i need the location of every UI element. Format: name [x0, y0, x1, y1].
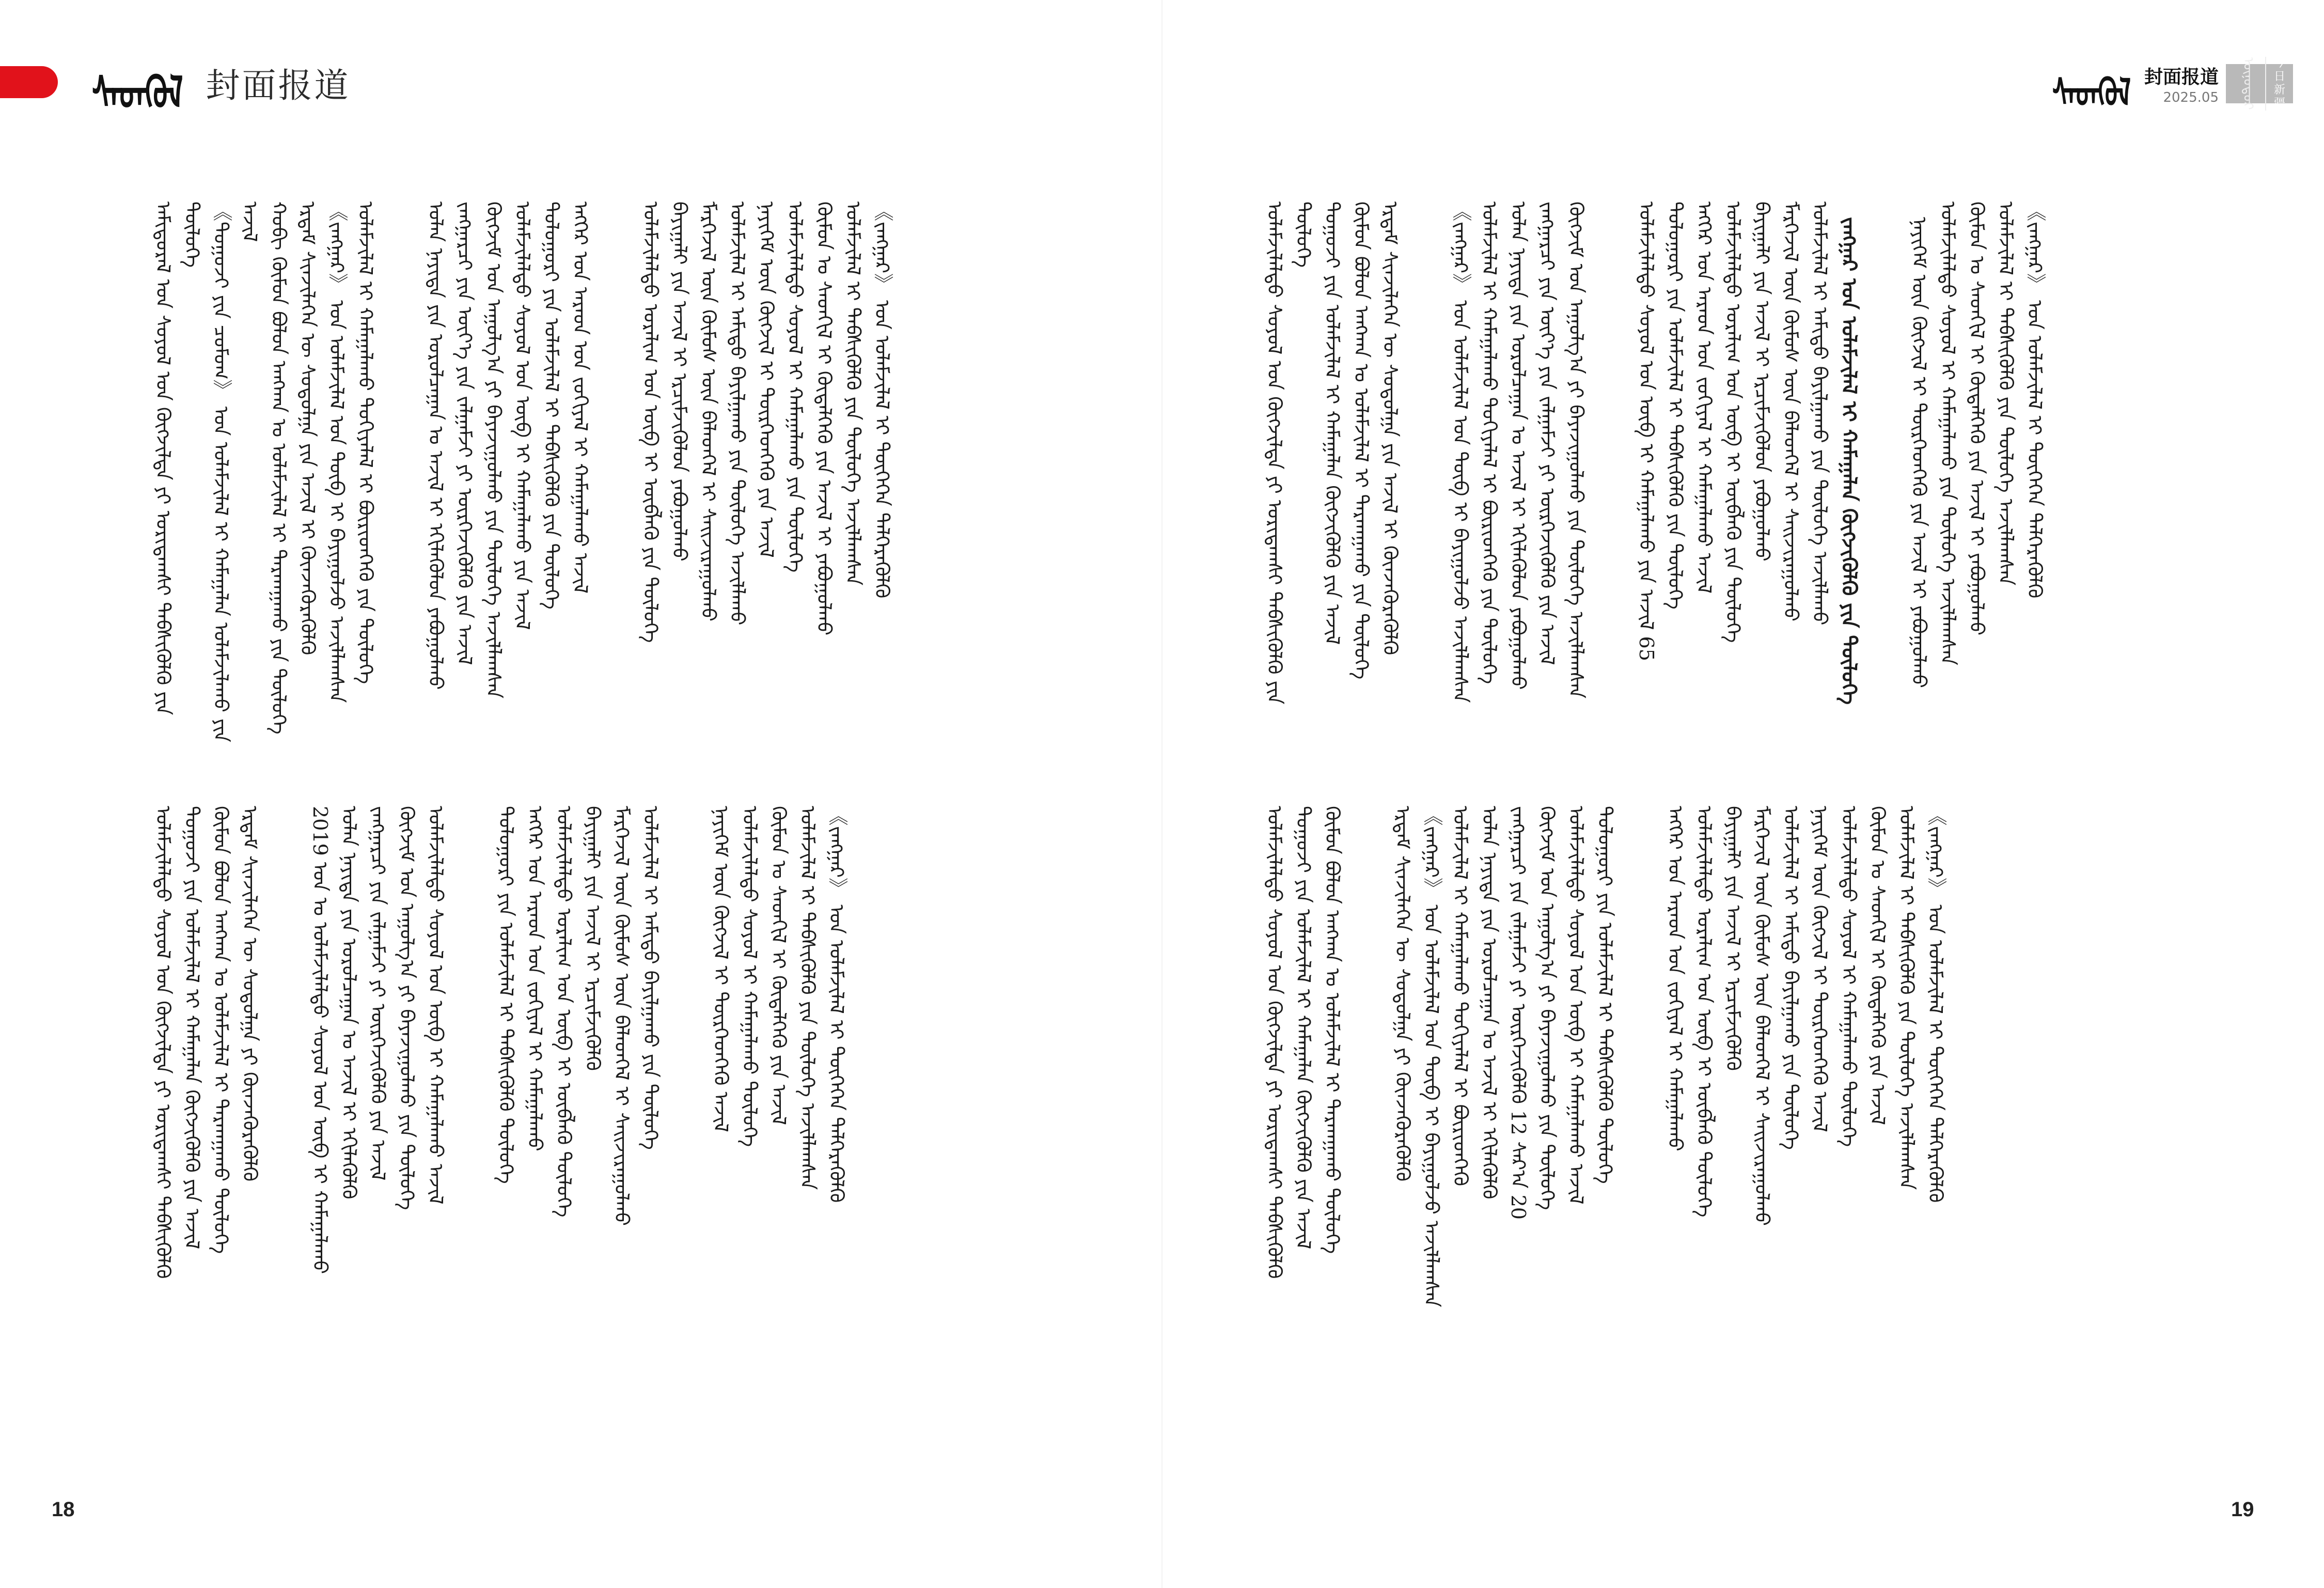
text-line: ᠤᠯᠠᠮᠵᠢᠯᠠᠯᠲᠤ ᠰᠣᠶᠣᠯ ᠤᠨ ᠥᠪ ᠢ ᠬᠠᠮᠠᠭᠠᠯᠠᠬᠤ ᠶᠢᠨ ᠠᠵᠢᠯ [511, 201, 534, 630]
text-line: ᠡᠷᠳᠡᠮ ᠰᠢᠨᠵᠢᠯᠡᠭᠡᠨ ᠦ ᠰᠤᠳᠤᠯᠭᠠ ᠶᠢ ᠭᠦᠨᠵᠡᠭᠦᠷᠡᠭᠦᠯᠬᠦ [239, 806, 261, 1182]
text-line: ᠲᠤᠭᠤᠵᠢ ᠶᠢᠨ ᠤᠯᠠᠮᠵᠢᠯᠠᠯ ᠢ ᠬᠠᠮᠠᠭᠠᠯᠠᠨ ᠬᠥᠭᠵᠢᠭᠦᠯᠬᠦ ᠶᠢᠨ ᠠᠵᠢᠯ [1321, 201, 1344, 645]
text-line: ᠤᠯᠠᠮᠵᠢᠯᠠᠯ ᠢ ᠠᠮᠢᠳᠤ ᠪᠠᠶᠢᠯᠭᠠᠬᠤ ᠶᠢᠨ ᠲᠥᠯᠥᠭᠡ ᠠᠵᠢᠯᠯᠠᠬᠤ [1809, 201, 1831, 626]
text-line: ᠬᠦᠮᠦᠨ ᠪᠣᠯᠤᠨ ᠠᠩᠬᠠᠨ ᠤ ᠤᠯᠠᠮᠵᠢᠯᠠᠯ ᠢ ᠲᠠᠷᠬᠠᠭᠠᠬᠤ ᠶᠢᠨ ᠲᠥᠯᠥᠭᠡ [1350, 201, 1373, 680]
text-line: ᠤᠯᠠᠮᠵᠢᠯᠠᠯ ᠢ ᠬᠠᠮᠠᠭᠠᠯᠠᠬᠤ ᠲᠣᠬᠢᠶᠠᠯᠠᠯ ᠢ ᠪᠦᠷᠢᠳᠬᠡᠬᠦ ᠶᠢᠨ ᠲᠥᠯᠥᠭᠡ [354, 201, 377, 684]
text-line: ᠤᠯᠠᠮᠵᠢᠯᠠᠯᠲᠤ ᠰᠤᠶᠤᠯ ᠢ ᠬᠠᠮᠠᠭᠠᠯᠠᠬᠤ ᠶᠢᠨ ᠲᠥᠯᠥᠭᠡ ᠠᠵᠢᠯᠯᠠᠭᠰᠠᠨ [1937, 201, 1959, 665]
text-line: 《ᠵᠠᠩᠭᠠᠷ》 ᠤᠨ ᠤᠯᠠᠮᠵᠢᠯᠠᠯ ᠢ ᠲᠦᠭᠡᠭᠡᠨ ᠳᠡᠯᠭᠡᠷᠡᠭᠦᠯᠬᠦ [825, 806, 848, 1203]
text-line: ᠠᠮᠢᠳᠤᠷᠠᠯ ᠤᠨ ᠰᠤᠶᠤᠯ ᠤᠨ ᠬᠥᠭᠵᠢᠯᠲᠡ ᠶᠢ ᠤᠷᠢᠳᠠᠭᠰᠢ ᠳᠡᠪᠰᠢᠭᠦᠯᠬᠦ ᠶᠢᠨ ᠲᠥᠯᠥᠭᠡ [152, 201, 203, 715]
text-line: ᠬᠦᠮᠦᠨ ᠪᠣᠯᠤᠨ ᠠᠩᠬᠠᠨ ᠤ ᠤᠯᠠᠮᠵᠢᠯᠠᠯ ᠢ ᠲᠠᠷᠬᠠᠭᠠᠬᠤ ᠲᠥᠯᠥᠭᠡ [210, 806, 232, 1254]
section-title: 封面报道 [2144, 66, 2219, 88]
text-line: ᠤᠯᠠᠮᠵᠢᠯᠠᠯᠲᠤ ᠰᠤᠶᠤᠯ ᠢ ᠬᠠᠮᠠᠭᠠᠯᠠᠬᠤ ᠲᠥᠯᠥᠭᠡ [1838, 806, 1860, 1147]
text-line: ᠮᠡᠷᠭᠡᠵᠢᠯ ᠦᠨ ᠬᠦᠮᠦᠰ ᠦᠨ ᠪᠡᠯᠡᠳᠬᠡᠯ ᠢ ᠰᠠᠢᠵᠢᠷᠠᠭᠤᠯᠬᠤ [610, 806, 633, 1226]
text-line: ᠬᠥᠭᠵᠢᠮ ᠤᠨ ᠠᠭᠤᠯᠭ᠎ᠠ ᠶᠢ ᠪᠠᠶᠠᠵᠢᠭᠤᠯᠬᠤ ᠶᠢᠨ ᠲᠥᠯᠥᠭᠡ ᠠᠵᠢᠯᠯᠠᠭᠰᠠᠨ [482, 201, 505, 698]
text-line: ᠡᠷᠳᠡᠮ ᠰᠢᠨᠵᠢᠯᠡᠭᠡᠨ ᠦ ᠰᠤᠳᠤᠯᠭᠠ ᠶᠢᠨ ᠠᠵᠢᠯ ᠢ ᠭᠦᠨᠵᠡᠭᠦᠷᠡᠭᠦᠯᠬᠦ [296, 201, 319, 656]
text-line: ᠤᠯᠠᠮᠵᠢᠯᠠᠯᠲᠤ ᠤᠷᠠᠯᠢᠭ ᠤᠨ ᠥᠪ ᠢ ᠥᠪᠯᠡᠬᠦ ᠲᠥᠯᠥᠭᠡ [1693, 806, 1716, 1218]
text-line: ᠨᠡᠶᠢᠭᠡᠮ ᠦᠨ ᠬᠥᠭᠵᠢᠯ ᠢ ᠲᠦᠷᠭᠡᠳᠬᠡᠬᠦ ᠠᠵᠢᠯ [710, 806, 732, 1132]
text-line: ᠬᠦᠮᠦᠨ ᠤ ᠰᠡᠳᠬᠢᠯ ᠢ ᠬᠥᠳᠡᠯᠭᠡᠬᠦ ᠶᠢᠨ ᠠᠵᠢᠯ ᠢ ᠶᠠᠪᠤᠭᠤᠯᠬᠤ [813, 201, 836, 636]
text-line: ᠡᠩᠭᠡᠷ ᠤᠨ ᠠᠷᠠᠳ ᠤᠨ ᠵᠣᠬᠢᠶᠠᠯ ᠢ ᠬᠠᠮᠠᠭᠠᠯᠠᠬᠤ [524, 806, 546, 1151]
text-line: ᠤᠯᠠᠮᠵᠢᠯᠠᠯᠲᠤ ᠤᠷᠠᠯᠢᠭ ᠤᠨ ᠥᠪ ᠢ ᠥᠪᠯᠡᠬᠦ ᠲᠥᠯᠥᠭᠡ [553, 806, 575, 1218]
magazine-logo-badge [2226, 57, 2293, 110]
right-page-column-bottom [1260, 806, 2055, 1415]
text-line: ᠤᠯᠠᠮᠵᠢᠯᠠᠯᠲᠤ ᠰᠣᠶᠣᠯ ᠤᠨ ᠥᠪ ᠢ ᠬᠠᠮᠠᠭᠠᠯᠠᠬᠤ ᠠᠵᠢᠯ [1565, 806, 1588, 1205]
text-line: ᠨᠡᠶᠢᠭᠡᠮ ᠦᠨ ᠬᠥᠭᠵᠢᠯ ᠢ ᠲᠦᠷᠭᠡᠳᠬᠡᠬᠦ ᠠᠵᠢᠯ [1809, 806, 1831, 1132]
text-line: ᠤᠯᠠᠮᠵᠢᠯᠠᠯ ᠢ ᠠᠮᠢᠳᠤ ᠪᠠᠶᠢᠯᠭᠠᠬᠤ ᠶᠢᠨ ᠲᠥᠯᠥᠭᠡ [1780, 806, 1802, 1150]
text-line: ᠤᠯᠠᠮᠵᠢᠯᠠᠯᠲᠤ ᠰᠣᠶᠣᠯ ᠤᠨ ᠥᠪ ᠢ ᠬᠠᠮᠠᠭᠠᠯᠠᠬᠤ ᠠᠵᠢᠯ [425, 806, 447, 1205]
text-line: ᠤᠯᠠᠮᠵᠢᠯᠠᠯᠲᠤ ᠤᠷᠠᠯᠢᠭ ᠤᠨ ᠥᠪ ᠢ ᠥᠪᠯᠡᠬᠦ ᠶᠢᠨ ᠲᠥᠯᠥᠭᠡ [639, 201, 662, 643]
mongolian-section-logo: ᠰᠡᠳᠬᠦᠯ [92, 67, 183, 119]
text-line: 2019 ᠣᠨ ᠤ ᠤᠯᠠᠮᠵᠢᠯᠠᠯᠲᠤ ᠰᠤᠶᠤᠯ ᠤᠨ ᠥᠪ ᠢ ᠬᠠᠮᠠᠭᠠᠯᠠᠬᠤ [309, 806, 332, 1274]
text-line: ᠡᠩᠭᠡᠷ ᠤᠨ ᠠᠷᠠᠳ ᠤᠨ ᠵᠣᠬᠢᠶᠠᠯ ᠢ ᠬᠠᠮᠠᠭᠠᠯᠠᠬᠤ ᠠᠵᠢᠯ [1693, 201, 1716, 594]
text-line: ᠤᠯᠠᠮᠵᠢᠯᠠᠯᠲᠤ ᠰᠤᠶᠤᠯ ᠢ ᠬᠠᠮᠠᠭᠠᠯᠠᠬᠤ ᠶᠢᠨ ᠲᠥᠯᠥᠭᠡ [784, 201, 807, 573]
text-line: ᠤᠯᠠᠮᠵᠢᠯᠠᠯ ᠢ ᠠᠮᠢᠳᠤ ᠪᠠᠶᠢᠯᠭᠠᠬᠤ ᠶᠢᠨ ᠲᠥᠯᠥᠭᠡ [639, 806, 662, 1150]
text-line: ᠬᠥᠭᠵᠢᠮ ᠤᠨ ᠠᠭᠤᠯᠭ᠎ᠠ ᠶᠢ ᠪᠠᠶᠠᠵᠢᠭᠤᠯᠬᠤ ᠶᠢᠨ ᠲᠥᠯᠥᠭᠡ ᠠᠵᠢᠯᠯᠠᠭᠰᠠᠨ [1565, 201, 1588, 698]
text-line: ᠤᠯᠠᠮᠵᠢᠯᠠᠯ ᠢ ᠬᠠᠮᠠᠭᠠᠯᠠᠬᠤ ᠲᠣᠬᠢᠶᠠᠯᠠᠯ ᠢ ᠪᠦᠷᠢᠳᠬᠡᠬᠦ [1449, 806, 1472, 1186]
text-line: ᠣᠯᠠᠨ ᠨᠡᠶᠢᠲᠡ ᠶᠢᠨ ᠤᠷᠤᠯᠴᠠᠭᠠᠨ ᠤ ᠠᠵᠢᠯ ᠢ ᠡᠬᠢᠯᠡᠭᠦᠯᠦᠨ ᠶᠠᠪᠤᠭᠤᠯᠬᠤ [1507, 201, 1530, 690]
text-line: ᠣᠯᠠᠨ ᠨᠡᠶᠢᠲᠡ ᠶᠢᠨ ᠤᠷᠤᠯᠴᠠᠭᠠᠨ ᠤ ᠠᠵᠢᠯ ᠢ ᠡᠬᠢᠯᠡᠭᠦᠯᠬᠦ [338, 806, 360, 1200]
text-line: ᠪᠠᠶᠢᠭᠠᠯᠢ ᠶᠢᠨ ᠠᠵᠢᠯ ᠢ ᠡᠷᠴᠢᠮᠵᠢᠭᠦᠯᠬᠦ [1722, 806, 1745, 1071]
header-left [92, 54, 351, 119]
text-line: ᠵᠠᠩᠭᠠᠷᠴᠢ ᠶᠢᠨ ᠵᠠᠯᠭᠠᠮᠵᠢ ᠶᠢ ᠥᠷᠭᠡᠵᠢᠭᠦᠯᠬᠦ 12 ᠰᠠᠷ᠎ᠠ 20 [1507, 806, 1530, 1220]
page-fold [1161, 0, 1163, 1588]
text-line: ᠤᠯᠠᠮᠵᠢᠯᠠᠯᠲᠤ ᠰᠤᠶᠤᠯ ᠤᠨ ᠬᠥᠭᠵᠢᠯᠲᠡ ᠶᠢ ᠤᠷᠢᠳᠠᠭᠰᠢ ᠳᠡᠪᠰᠢᠭᠦᠯᠬᠦ [1263, 806, 1286, 1279]
text-line: ᠮᠡᠷᠭᠡᠵᠢᠯ ᠦᠨ ᠬᠦᠮᠦᠰ ᠦᠨ ᠪᠡᠯᠡᠳᠬᠡᠯ ᠢ ᠰᠠᠢᠵᠢᠷᠠᠭᠤᠯᠬᠤ [1751, 806, 1773, 1226]
left-page-column-top [107, 201, 1130, 765]
text-line: ᠲᠤᠯᠤᠭᠤᠷᠢ ᠶᠢᠨ ᠤᠯᠠᠮᠵᠢᠯᠠᠯ ᠢ ᠳᠡᠪᠰᠢᠭᠦᠯᠬᠦ ᠲᠥᠯᠥᠭᠡ [1594, 806, 1616, 1184]
subheading: ᠵᠠᠩᠭᠠᠷ ᠤᠨ ᠤᠯᠠᠮᠵᠢᠯᠠᠯ ᠢ ᠬᠠᠮᠠᠭᠠᠯᠠᠨ ᠬᠥᠭᠵᠢᠭᠦᠯᠬᠦ ᠶᠢᠨ ᠲᠥᠯᠥᠭᠡ [1837, 217, 1861, 705]
text-line: ᠬᠦᠮᠦᠨ ᠤ ᠰᠡᠳᠬᠢᠯ ᠢ ᠬᠥᠳᠡᠯᠭᠡᠬᠦ ᠶᠢᠨ ᠠᠵᠢᠯ [767, 806, 790, 1125]
text-line: ᠨᠡᠶᠢᠭᠡᠮ ᠦᠨ ᠬᠥᠭᠵᠢᠯ ᠢ ᠲᠦᠷᠭᠡᠳᠬᠡᠬᠦ ᠶᠢᠨ ᠠᠵᠢᠯ ᠢ ᠶᠠᠪᠤᠭᠤᠯᠬᠤ [1908, 217, 1930, 688]
text-line: ᠵᠠᠩᠭᠠᠷᠴᠢ ᠶᠢᠨ ᠵᠠᠯᠭᠠᠮᠵᠢ ᠶᠢ ᠥᠷᠭᠡᠵᠢᠭᠦᠯᠬᠦ ᠶᠢᠨ ᠠᠵᠢᠯ [367, 806, 389, 1181]
text-line: ᠬᠦᠮᠦᠨ ᠤ ᠰᠡᠳᠬᠢᠯ ᠢ ᠬᠥᠳᠡᠯᠭᠡᠬᠦ ᠶᠢᠨ ᠠᠵᠢᠯ ᠢ ᠶᠠᠪᠤᠭᠤᠯᠬᠤ [1966, 201, 1988, 636]
text-line: ᠵᠠᠩᠭᠠᠷᠴᠢ ᠶᠢᠨ ᠦᠶ᠎ᠡ ᠶᠢᠨ ᠵᠠᠯᠭᠠᠮᠵᠢ ᠶᠢ ᠥᠷᠭᠡᠵᠢᠭᠦᠯᠬᠦ ᠶᠢᠨ ᠠᠵᠢᠯ [453, 201, 476, 665]
text-line: ᠤᠯᠠᠮᠵᠢᠯᠠᠯ ᠢ ᠳᠡᠪᠰᠢᠭᠦᠯᠬᠦ ᠶᠢᠨ ᠲᠥᠯᠥᠭᠡ ᠠᠵᠢᠯᠯᠠᠭᠰᠠᠨ [1995, 201, 2017, 586]
text-line: ᠲᠤᠯᠤᠭᠤᠷᠢ ᠶᠢᠨ ᠤᠯᠠᠮᠵᠢᠯᠠᠯ ᠢ ᠳᠡᠪᠰᠢᠭᠦᠯᠬᠦ ᠶᠢᠨ ᠲᠥᠯᠥᠭᠡ [540, 201, 563, 610]
text-line: ᠮᠡᠷᠭᠡᠵᠢᠯ ᠦᠨ ᠬᠦᠮᠦᠰ ᠦᠨ ᠪᠡᠯᠡᠳᠬᠡᠯ ᠢ ᠰᠠᠢᠵᠢᠷᠠᠭᠤᠯᠬᠤ [1780, 201, 1802, 621]
text-line: ᠲᠤᠯᠤᠭᠤᠷᠢ ᠶᠢᠨ ᠤᠯᠠᠮᠵᠢᠯᠠᠯ ᠢ ᠳᠡᠪᠰᠢᠭᠦᠯᠬᠦ ᠲᠥᠯᠥᠭᠡ [495, 806, 517, 1184]
page-number-left: 18 [52, 1498, 75, 1521]
text-line: ᠬᠦᠮᠦᠨ ᠤ ᠰᠡᠳᠬᠢᠯ ᠢ ᠬᠥᠳᠡᠯᠭᠡᠬᠦ ᠶᠢᠨ ᠠᠵᠢᠯ [1866, 806, 1889, 1125]
text-line: ᠤᠯᠠᠮᠵᠢᠯᠠᠯ ᠢ ᠬᠠᠮᠠᠭᠠᠯᠠᠬᠤ ᠲᠣᠬᠢᠶᠠᠯᠠᠯ ᠢ ᠪᠦᠷᠢᠳᠬᠡᠬᠦ ᠶᠢᠨ ᠲᠥᠯᠥᠭᠡ [1478, 201, 1501, 684]
left-page-column-bottom [107, 806, 1130, 1415]
text-line: ᠵᠠᠩᠭᠠᠷᠴᠢ ᠶᠢᠨ ᠦᠶ᠎ᠡ ᠶᠢᠨ ᠵᠠᠯᠭᠠᠮᠵᠢ ᠶᠢ ᠥᠷᠭᠡᠵᠢᠭᠦᠯᠬᠦ ᠶᠢᠨ ᠠᠵᠢᠯ [1536, 201, 1559, 665]
header-right [2052, 57, 2293, 116]
text-line: ᠤᠯᠠᠮᠵᠢᠯᠠᠯ ᠢ ᠳᠡᠪᠰᠢᠭᠦᠯᠬᠦ ᠶᠢᠨ ᠲᠥᠯᠥᠭᠡ ᠠᠵᠢᠯᠯᠠᠭᠰᠠᠨ [842, 201, 865, 586]
text-line: 《ᠵᠠᠩᠭᠠᠷ》 ᠤᠨ ᠤᠯᠠᠮᠵᠢᠯᠠᠯ ᠤᠨ ᠲᠥᠪ ᠢ ᠪᠠᠶᠢᠭᠤᠯᠵᠤ ᠠᠵᠢᠯᠯᠠᠭᠰᠠᠨ [1449, 201, 1472, 703]
text-line: ᠪᠠᠶᠢᠭᠠᠯᠢ ᠶᠢᠨ ᠠᠵᠢᠯ ᠢ ᠡᠷᠴᠢᠮᠵᠢᠭᠦᠯᠦᠨ ᠶᠠᠪᠤᠭᠤᠯᠬᠤ [1751, 201, 1773, 562]
section-color-tab [0, 66, 58, 98]
text-line: ᠤᠯᠠᠮᠵᠢᠯᠠᠯᠲᠤ ᠰᠤᠶᠤᠯ ᠤᠨ ᠬᠥᠭᠵᠢᠯᠲᠡ ᠶᠢ ᠤᠷᠢᠳᠠᠭᠰᠢ ᠳᠡᠪᠰᠢᠭᠦᠯᠬᠦ [152, 806, 175, 1279]
page-number-right: 19 [2231, 1498, 2254, 1521]
text-line: ᠲᠤᠭᠤᠵᠢ ᠶᠢᠨ ᠤᠯᠠᠮᠵᠢᠯᠠᠯ ᠢ ᠬᠠᠮᠠᠭᠠᠯᠠᠨ ᠬᠥᠭᠵᠢᠭᠦᠯᠬᠦ ᠶᠢᠨ ᠠᠵᠢᠯ [181, 806, 203, 1250]
magazine-chinese-name: 今日新疆 [2265, 57, 2290, 111]
text-line: ᠪᠠᠶᠢᠭᠠᠯᠢ ᠶᠢᠨ ᠠᠵᠢᠯ ᠢ ᠡᠷᠴᠢᠮᠵᠢᠭᠦᠯᠦᠨ ᠶᠠᠪᠤᠭᠤᠯᠬᠤ [668, 201, 691, 562]
text-line: ᠡᠷᠳᠡᠮ ᠰᠢᠨᠵᠢᠯᠡᠭᠡᠨ ᠦ ᠰᠤᠳᠤᠯᠭᠠ ᠶᠢᠨ ᠠᠵᠢᠯ ᠢ ᠭᠦᠨᠵᠡᠭᠦᠷᠡᠭᠦᠯᠬᠦ [1379, 201, 1402, 656]
text-line: ᠤᠯᠠᠮᠵᠢᠯᠠᠯᠲᠤ ᠰᠤᠶᠤᠯ ᠤᠨ ᠬᠥᠭᠵᠢᠯᠲᠡ ᠶᠢ ᠤᠷᠢᠳᠠᠭᠰᠢ ᠳᠡᠪᠰᠢᠭᠦᠯᠬᠦ ᠶᠢᠨ ᠲᠥᠯᠥᠭᠡ [1263, 201, 1315, 705]
text-line: ᠬᠤᠪᠢ ᠬᠦᠮᠦᠨ ᠪᠣᠯᠤᠨ ᠠᠩᠬᠠᠨ ᠤ ᠤᠯᠠᠮᠵᠢᠯᠠᠯ ᠢ ᠲᠠᠷᠬᠠᠭᠠᠬᠤ ᠶᠢᠨ ᠲᠥᠯᠥᠭᠡ [268, 201, 290, 735]
section-title: 封面报道 [206, 65, 351, 105]
text-line: ᠤᠯᠠᠮᠵᠢᠯᠠᠯᠲᠤ ᠰᠣᠶᠣᠯ ᠤᠨ ᠥᠪ ᠢ ᠬᠠᠮᠠᠭᠠᠯᠠᠬᠤ ᠶᠢᠨ ᠠᠵᠢᠯ 65 [1635, 201, 1658, 661]
text-line: ᠣᠯᠠᠨ ᠨᠡᠶᠢᠲᠡ ᠶᠢᠨ ᠤᠷᠤᠯᠴᠠᠭᠠᠨ ᠤ ᠠᠵᠢᠯ ᠢ ᠡᠬᠢᠯᠡᠭᠦᠯᠦᠨ ᠶᠠᠪᠤᠭᠤᠯᠬᠤ [425, 201, 447, 690]
text-line: ᠬᠦᠮᠦᠨ ᠪᠣᠯᠤᠨ ᠠᠩᠬᠠᠨ ᠤ ᠤᠯᠠᠮᠵᠢᠯᠠᠯ ᠢ ᠲᠠᠷᠬᠠᠭᠠᠬᠤ ᠲᠥᠯᠥᠭᠡ [1321, 806, 1344, 1254]
text-line: ᠲᠤᠭᠤᠵᠢ ᠶᠢᠨ ᠤᠯᠠᠮᠵᠢᠯᠠᠯ ᠢ ᠬᠠᠮᠠᠭᠠᠯᠠᠨ ᠬᠥᠭᠵᠢᠭᠦᠯᠬᠦ ᠶᠢᠨ ᠠᠵᠢᠯ [1292, 806, 1315, 1250]
text-line: 《ᠵᠠᠩᠭᠠᠷ》 ᠤᠨ ᠤᠯᠠᠮᠵᠢᠯᠠᠯ ᠢ ᠲᠦᠭᠡᠭᠡᠨ ᠳᠡᠯᠭᠡᠷᠡᠭᠦᠯᠬᠦ [1924, 806, 1947, 1203]
text-line: ᠡᠷᠳᠡᠮ ᠰᠢᠨᠵᠢᠯᠡᠭᠡᠨ ᠦ ᠰᠤᠳᠤᠯᠭᠠ ᠶᠢ ᠭᠦᠨᠵᠡᠭᠦᠷᠡᠭᠦᠯᠬᠦ [1391, 806, 1414, 1182]
text-line: ᠤᠯᠠᠮᠵᠢᠯᠠᠯᠲᠤ ᠤᠷᠠᠯᠢᠭ ᠤᠨ ᠥᠪ ᠢ ᠥᠪᠯᠡᠬᠦ ᠶᠢᠨ ᠲᠥᠯᠥᠭᠡ [1722, 201, 1745, 643]
text-line: 《ᠵᠠᠩᠭᠠᠷ》 ᠤᠨ ᠤᠯᠠᠮᠵᠢᠯᠠᠯ ᠢ ᠲᠦᠭᠡᠭᠡᠨ ᠳᠡᠯᠭᠡᠷᠡᠭᠦᠯᠬᠦ [2023, 201, 2046, 599]
issue-date: 2025.05 [2163, 89, 2219, 105]
header-title-block [2144, 63, 2219, 105]
text-line: ᠤᠯᠠᠮᠵᠢᠯᠠᠯ ᠢ ᠠᠮᠢᠳᠤ ᠪᠠᠶᠢᠯᠭᠠᠬᠤ ᠶᠢᠨ ᠲᠥᠯᠥᠭᠡ ᠠᠵᠢᠯᠯᠠᠬᠤ [726, 201, 749, 626]
text-line: ᠬᠥᠭᠵᠢᠮ ᠤᠨ ᠠᠭᠤᠯᠭ᠎ᠠ ᠶᠢ ᠪᠠᠶᠠᠵᠢᠭᠤᠯᠬᠤ ᠶᠢᠨ ᠲᠥᠯᠥᠭᠡ [1536, 806, 1559, 1210]
text-line: ᠬᠥᠭᠵᠢᠮ ᠤᠨ ᠠᠭᠤᠯᠭ᠎ᠠ ᠶᠢ ᠪᠠᠶᠠᠵᠢᠭᠤᠯᠬᠤ ᠶᠢᠨ ᠲᠥᠯᠥᠭᠡ [396, 806, 418, 1210]
text-line: ᠪᠠᠶᠢᠭᠠᠯᠢ ᠶᠢᠨ ᠠᠵᠢᠯ ᠢ ᠡᠷᠴᠢᠮᠵᠢᠭᠦᠯᠬᠦ [582, 806, 604, 1071]
mongolian-section-logo: ᠰᠡᠳᠬᠦᠯ [2052, 70, 2131, 116]
text-line: ᠣᠯᠠᠨ ᠨᠡᠶᠢᠲᠡ ᠶᠢᠨ ᠤᠷᠤᠯᠴᠠᠭᠠᠨ ᠤ ᠠᠵᠢᠯ ᠢ ᠡᠬᠢᠯᠡᠭᠦᠯᠬᠦ [1478, 806, 1501, 1200]
text-line: ᠲᠤᠯᠤᠭᠤᠷᠢ ᠶᠢᠨ ᠤᠯᠠᠮᠵᠢᠯᠠᠯ ᠢ ᠳᠡᠪᠰᠢᠭᠦᠯᠬᠦ ᠶᠢᠨ ᠲᠥᠯᠥᠭᠡ [1664, 201, 1687, 610]
text-line: ᠮᠡᠷᠭᠡᠵᠢᠯ ᠦᠨ ᠬᠦᠮᠦᠰ ᠦᠨ ᠪᠡᠯᠡᠳᠬᠡᠯ ᠢ ᠰᠠᠢᠵᠢᠷᠠᠭᠤᠯᠬᠤ [697, 201, 720, 621]
text-line: 《ᠲᠤᠭᠤᠵᠢ ᠶᠢᠨ ᠴᠤᠮᠤᠭ》 ᠤᠨ ᠤᠯᠠᠮᠵᠢᠯᠠᠯ ᠢ ᠬᠠᠮᠠᠭᠠᠯᠠᠨ ᠤᠯᠠᠮᠵᠢᠯᠠᠬᠤ ᠶᠢᠨ ᠠᠵᠢᠯ [210, 201, 261, 742]
text-line: ᠤᠯᠠᠮᠵᠢᠯᠠᠯᠲᠤ ᠰᠤᠶᠤᠯ ᠢ ᠬᠠᠮᠠᠭᠠᠯᠠᠬᠤ ᠲᠥᠯᠥᠭᠡ [739, 806, 761, 1147]
right-page-column-top [1260, 201, 2055, 765]
text-line: ᠤᠯᠠᠮᠵᠢᠯᠠᠯ ᠢ ᠳᠡᠪᠰᠢᠭᠦᠯᠬᠦ ᠶᠢᠨ ᠲᠥᠯᠥᠭᠡ ᠠᠵᠢᠯᠯᠠᠭᠰᠠᠨ [1895, 806, 1918, 1190]
text-line: 《ᠵᠠᠩᠭᠠᠷ》 ᠤᠨ ᠤᠯᠠᠮᠵᠢᠯᠠᠯ ᠢ ᠲᠦᠭᠡᠭᠡᠨ ᠳᠡᠯᠭᠡᠷᠡᠭᠦᠯᠬᠦ [871, 201, 893, 599]
text-line: ᠡᠩᠭᠡᠷ ᠤᠨ ᠠᠷᠠᠳ ᠤᠨ ᠵᠣᠬᠢᠶᠠᠯ ᠢ ᠬᠠᠮᠠᠭᠠᠯᠠᠬᠤ ᠠᠵᠢᠯ [569, 201, 592, 594]
text-line: ᠨᠡᠶᠢᠭᠡᠮ ᠦᠨ ᠬᠥᠭᠵᠢᠯ ᠢ ᠲᠦᠷᠭᠡᠳᠬᠡᠬᠦ ᠶᠢᠨ ᠠᠵᠢᠯ [755, 201, 778, 558]
text-line: ᠡᠩᠭᠡᠷ ᠤᠨ ᠠᠷᠠᠳ ᠤᠨ ᠵᠣᠬᠢᠶᠠᠯ ᠢ ᠬᠠᠮᠠᠭᠠᠯᠠᠬᠤ [1664, 806, 1687, 1151]
text-line: ᠤᠯᠠᠮᠵᠢᠯᠠᠯ ᠢ ᠳᠡᠪᠰᠢᠭᠦᠯᠬᠦ ᠶᠢᠨ ᠲᠥᠯᠥᠭᠡ ᠠᠵᠢᠯᠯᠠᠭᠰᠠᠨ [796, 806, 819, 1190]
magazine-mongolian-name: ᠥᠨᠥᠳᠦᠷ [2240, 57, 2256, 110]
text-line: 《ᠵᠠᠩᠭᠠᠷ》 ᠤᠨ ᠤᠯᠠᠮᠵᠢᠯᠠᠯ ᠤᠨ ᠲᠥᠪ ᠢ ᠪᠠᠶᠢᠭᠤᠯᠵᠤ ᠠᠵᠢᠯᠯᠠᠭᠰᠠᠨ [1420, 806, 1443, 1307]
text-line: 《ᠵᠠᠩᠭᠠᠷ》 ᠤᠨ ᠤᠯᠠᠮᠵᠢᠯᠠᠯ ᠤᠨ ᠲᠥᠪ ᠢ ᠪᠠᠶᠢᠭᠤᠯᠵᠤ ᠠᠵᠢᠯᠯᠠᠭᠰᠠᠨ [325, 201, 348, 703]
